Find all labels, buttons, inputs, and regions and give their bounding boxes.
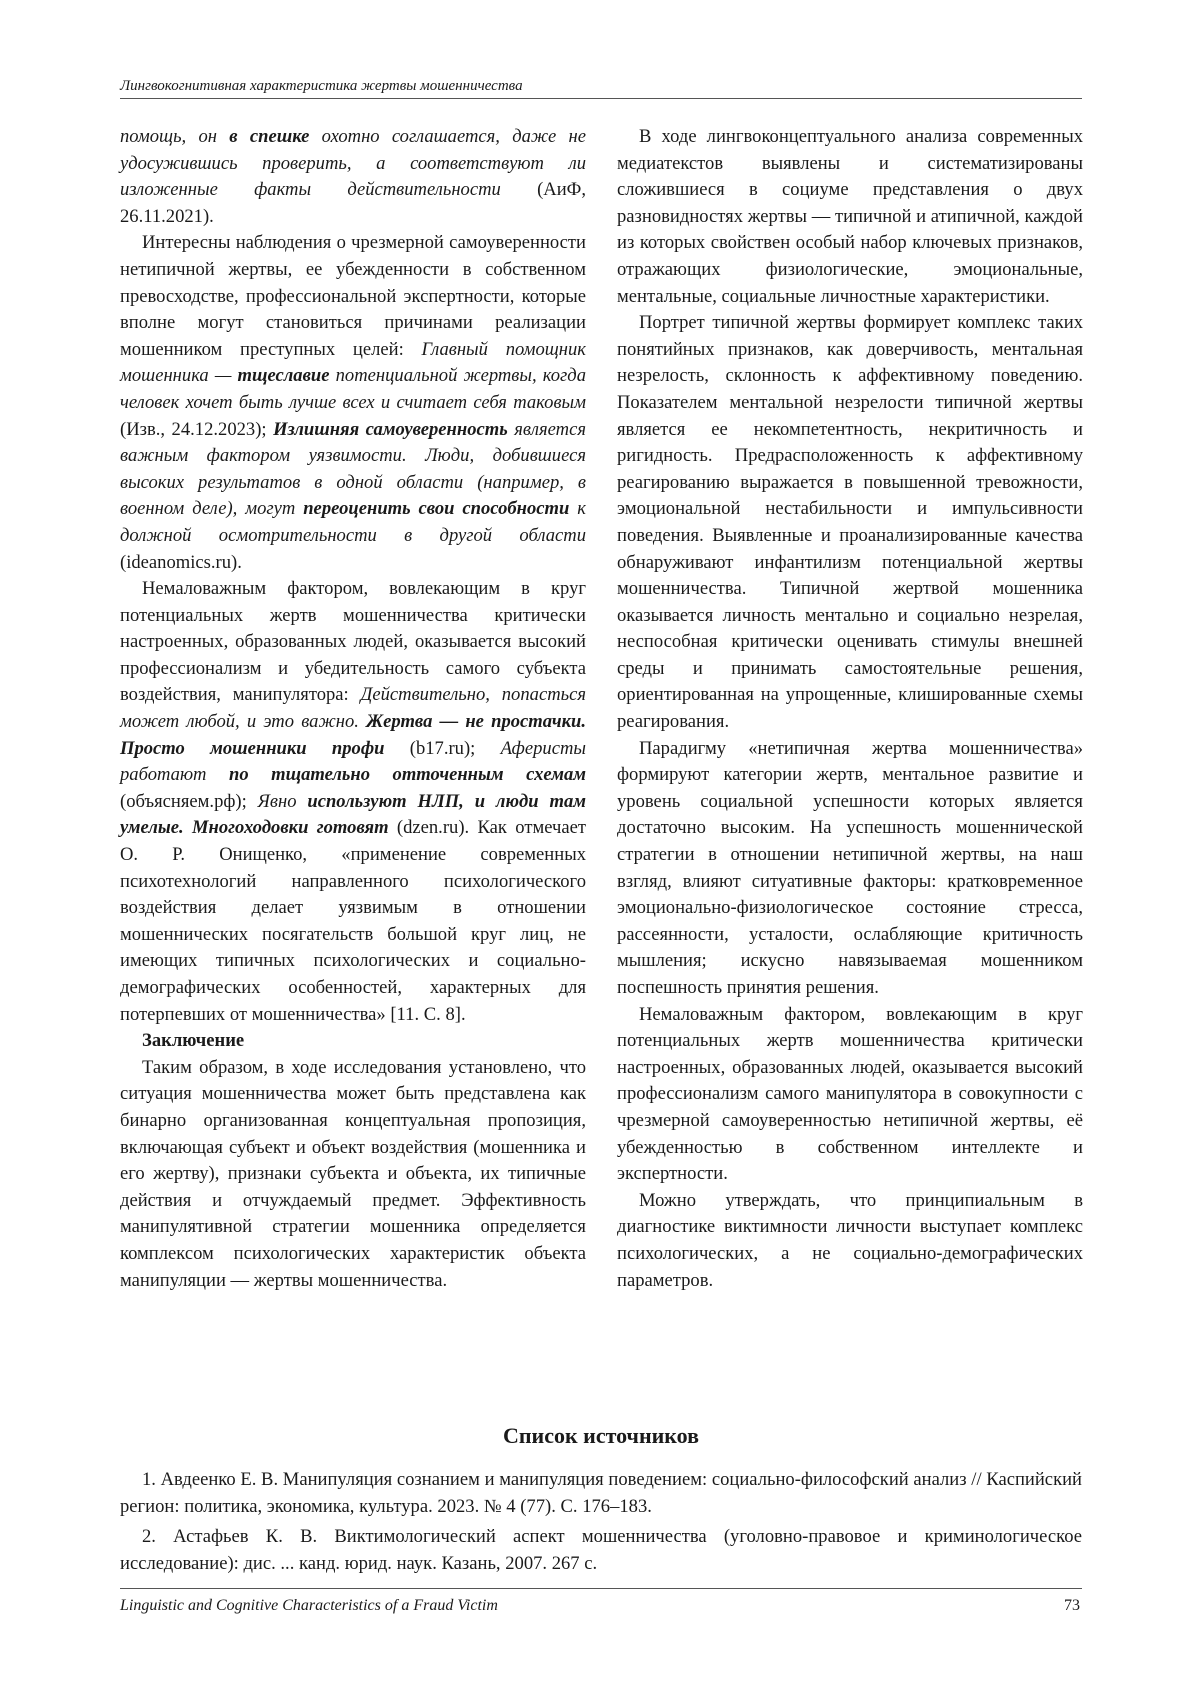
right-paragraph-1: В ходе лингвоконцептуального анализа современных медиатекстов выявлены и систематизированы сложившиеся в социуме представления о двух разновидностях жертвы — типичной и атипичной, каждой из которых свойствен особый набор ключевых признаков, отражающих физиологические, эмоциональные, ментальные, социальные личностные характеристики.	[617, 126, 1083, 307]
text-run: тщеславие	[237, 365, 330, 387]
text-run: Жертва — не простачки. Просто мошенники профи	[120, 711, 586, 759]
right-column	[617, 124, 1083, 1294]
text-run: является важным фактором уязвимости. Люди, добившиеся высоких результатов в одной области (например, в военном деле), могут	[120, 418, 586, 520]
text-run: потенциальной жертвы, когда человек хочет быть лучше всех и считает себя таковым	[120, 365, 586, 413]
text-run: охотно соглашается, даже не удосужившись проверить, а соответствуют ли изложенные факты действительности	[120, 126, 586, 201]
left-paragraph-2	[120, 230, 586, 576]
running-header-title: Лингвокогнитивная характеристика жертвы мошенничества	[120, 78, 523, 94]
text-run: Немаловажным фактором, вовлекающим в круг потенциальных жертв мошенничества критически настроенных, образованных людей, оказывается высокий профессионализм и убедительность самого субъекта воздействия, манипулятора:	[120, 578, 586, 706]
text-run: к должной осмотрительности в другой области	[120, 498, 586, 546]
right-paragraph-5: Можно утверждать, что принципиальным в диагностике виктимности личности выступает комплекс психологических, а не социально-демографических параметров.	[617, 1189, 1083, 1291]
text-run: в спешке	[229, 126, 310, 147]
text-run: переоценить свои способности	[303, 498, 570, 520]
left-paragraph-1	[120, 124, 586, 230]
page-number: 73	[1064, 1597, 1080, 1614]
footer-english-title: Linguistic and Cognitive Characteristics of a Fraud Victim	[120, 1597, 498, 1614]
text-run: помощь, он	[120, 126, 230, 147]
left-column	[120, 124, 586, 1294]
running-header	[120, 78, 1082, 99]
text-run: (АиФ, 26.11.2021).	[120, 179, 586, 227]
reference-item: 2. Астафьев К. В. Виктимологический аспект мошенничества (уголовно-правовое и криминологическое исследование): дис. ... канд. юрид. наук. Казань, 2007. 267 с.	[120, 1526, 1082, 1574]
references-list	[120, 1466, 1082, 1580]
reference-item: 1. Авдеенко Е. В. Манипуляция сознанием и манипуляция поведением: социально-философский анализ // Каспийский регион: политика, экономика, культура. 2023. № 4 (77). С. 176–183.	[120, 1469, 1082, 1517]
right-paragraph-4: Немаловажным фактором, вовлекающим в круг потенциальных жертв мошенничества критически настроенных, образованных людей, оказывается высокий профессионализм самого манипулятора в совокупности с чрезмерной самоуверенностью нетипичной жертвы, её убежденностью в собственном интеллекте и экспертности.	[617, 1003, 1083, 1185]
text-run: по тщательно отточенным схемам	[228, 764, 586, 786]
text-run: (Изв., 24.12.2023);	[120, 418, 274, 440]
text-run: (dzen.ru). Как отмечает О. Р. Онищенко, «применение современных психотехнологий направленного психологического воздействия делает уязвимым в отношении мошеннических посягательств большой круг лиц, не имеющих типичных психологических и социально-демографических особенностей, характерных для потерпевших от мошенничества» [11. С. 8].	[120, 817, 587, 1025]
left-paragraph-4	[120, 1055, 586, 1294]
text-run: Действительно, попасться может любой, и это важно.	[120, 684, 586, 733]
text-run: Главный помощник мошенника —	[120, 338, 587, 387]
text-run: (ideanomics.ru).	[120, 551, 242, 573]
text-run: Явно	[257, 790, 308, 812]
references-title: Список источников	[502, 1423, 700, 1448]
text-run: Излишняя самоуверенность	[273, 418, 508, 440]
left-paragraph-3	[120, 576, 586, 1028]
text-run: Интересны наблюдения о чрезмерной самоуверенности нетипичной жертвы, ее убежденности в собственном превосходстве, профессиональной экспертности, которые вполне могут становиться причинами реализации мошенником преступных целей:	[120, 232, 586, 360]
running-footer	[120, 1588, 1082, 1615]
text-run: Таким образом, в ходе исследования установлено, что ситуация мошенничества может быть представлена как бинарно организованная концептуальная пропозиция, включающая субъект и объект воздействия (мошенника и его жертву), признаки субъекта и объекта, их типичные действия и отчуждаемый предмет. Эффективность манипулятивной стратегии мошенника определяется комплексом психологических характеристик объекта манипуляции — жертвы мошенничества.	[120, 1056, 586, 1291]
text-run: Аферисты работают	[120, 737, 587, 786]
text-run: (b17.ru);	[384, 737, 501, 759]
right-paragraph-3: Парадигму «нетипичная жертва мошенничества» формируют категории жертв, ментальное развитие и уровень социальной успешности которых является достаточно высоким. На успешность мошеннической стратегии в отношении нетипичной жертвы, на наш взгляд, влияют ситуативные факторы: кратковременное эмоционально-физиологическое состояние стресса, рассеянности, усталости, ослабляющие критичность мышления; искусно навязываемая мошенником поспешность принятия решения.	[617, 737, 1083, 998]
section-heading-conclusion: Заключение	[142, 1030, 245, 1052]
text-run: (объясняем.рф);	[120, 790, 258, 812]
text-run: используют НЛП, и люди там умелые. Многоходовки готовят	[120, 790, 586, 839]
right-paragraph-2: Портрет типичной жертвы формирует комплекс таких понятийных признаков, как доверчивость, ментальная незрелость, склонность к аффективному поведению. Показателем ментальной незрелости типичной жертвы является ее некомпетентность, некритичность и ригидность. Предрасположенность к аффективному реагированию выражается в повышенной тревожности, эмоциональной нестабильности и импульсивности поведения. Выявленные и проанализированные качества обнаруживают инфантилизм потенциальной жертвы мошенничества. Типичной жертвой мошенника оказывается личность ментально и социально незрелая, неспособная критически оценивать стимулы внешней среды и принимать самостоятельные решения, ориентированная на упрощенные, клишированные схемы реагирования.	[617, 312, 1083, 733]
